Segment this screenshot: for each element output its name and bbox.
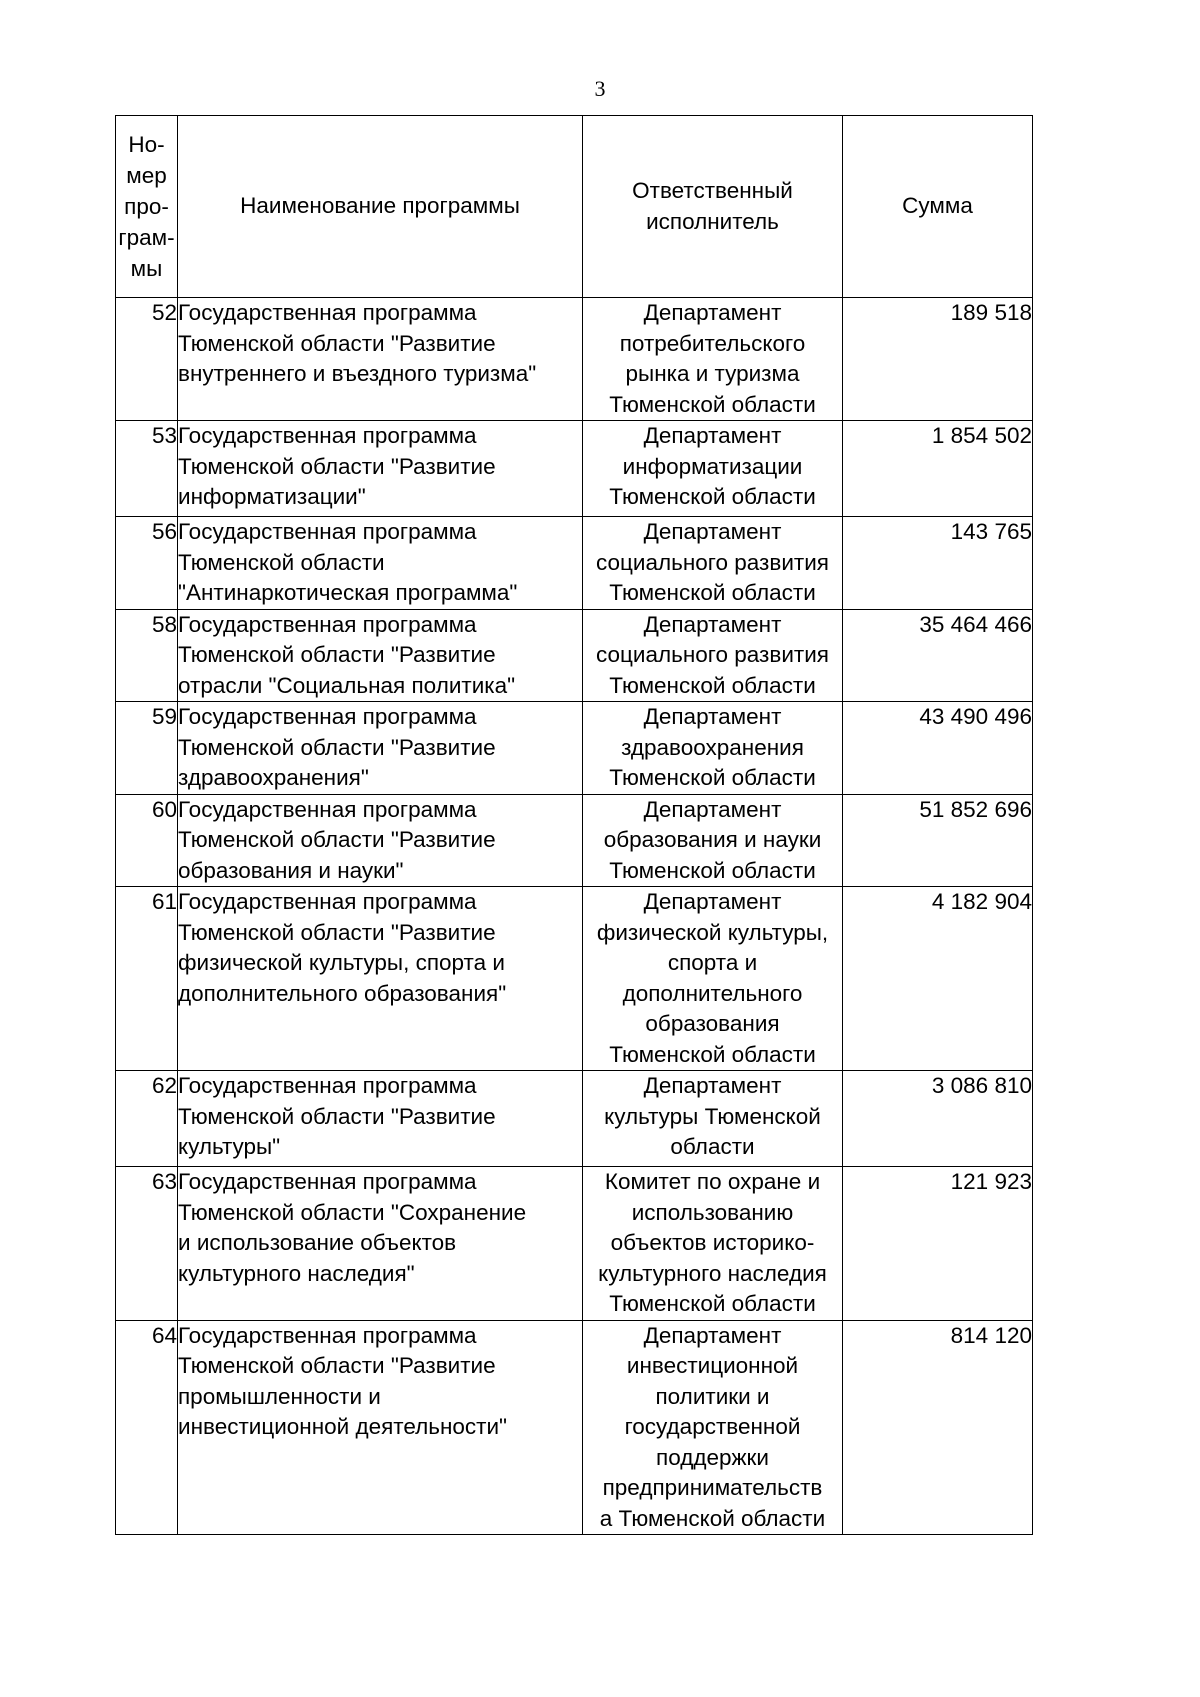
- table-row: [116, 1071, 1033, 1167]
- programs-table: [115, 115, 1033, 1535]
- sum-cell: 1 854 502: [843, 421, 1033, 517]
- executor-cell: Департамент информатизации Тюменской области: [583, 421, 843, 517]
- program-name-cell: Государственная программа Тюменской области "Развитие здравоохранения": [178, 702, 583, 795]
- executor-cell: Комитет по охране и использованию объектов историко- культурного наследия Тюменской области: [583, 1167, 843, 1321]
- table-row: [116, 421, 1033, 517]
- program-number-cell: 64: [116, 1320, 178, 1535]
- header-row: [116, 116, 1033, 298]
- program-name-cell: Государственная программа Тюменской области "Развитие образования и науки": [178, 794, 583, 887]
- executor-cell: Департамент потребительского рынка и туризма Тюменской области: [583, 298, 843, 421]
- executor-cell: Департамент инвестиционной политики и государственной поддержки предпринимательств а Тюменской области: [583, 1320, 843, 1535]
- table-row: [116, 298, 1033, 421]
- program-number-cell: 61: [116, 887, 178, 1071]
- program-name-cell: Государственная программа Тюменской области "Развитие отрасли "Социальная политика": [178, 609, 583, 702]
- table-row: [116, 1320, 1033, 1535]
- sum-cell: 143 765: [843, 517, 1033, 610]
- sum-cell: 43 490 496: [843, 702, 1033, 795]
- program-name-cell: Государственная программа Тюменской области "Развитие информатизации": [178, 421, 583, 517]
- program-name-cell: Государственная программа Тюменской области "Сохранение и использование объектов культурного наследия": [178, 1167, 583, 1321]
- header-program-number: [116, 116, 178, 298]
- table-row: [116, 1167, 1033, 1321]
- program-name-cell: Государственная программа Тюменской области "Развитие физической культуры, спорта и дополнительного образования": [178, 887, 583, 1071]
- executor-cell: Департамент физической культуры, спорта и дополнительного образования Тюменской области: [583, 887, 843, 1071]
- program-number-cell: 58: [116, 609, 178, 702]
- program-number-cell: 56: [116, 517, 178, 610]
- executor-cell: Департамент здравоохранения Тюменской области: [583, 702, 843, 795]
- executor-cell: Департамент социального развития Тюменской области: [583, 609, 843, 702]
- sum-cell: 35 464 466: [843, 609, 1033, 702]
- sum-cell: 3 086 810: [843, 1071, 1033, 1167]
- header-program-number-text: Но- мер про- грам- мы: [118, 132, 175, 281]
- header-executor: [583, 116, 843, 298]
- table-row: [116, 609, 1033, 702]
- header-program-name-text: Наименование программы: [240, 193, 520, 219]
- sum-cell: 814 120: [843, 1320, 1033, 1535]
- program-number-cell: 60: [116, 794, 178, 887]
- sum-cell: 51 852 696: [843, 794, 1033, 887]
- table-row: [116, 702, 1033, 795]
- program-number-cell: 59: [116, 702, 178, 795]
- program-number-cell: 53: [116, 421, 178, 517]
- header-sum-text: Сумма: [902, 193, 973, 219]
- program-number-cell: 62: [116, 1071, 178, 1167]
- sum-cell: 189 518: [843, 298, 1033, 421]
- program-number-cell: 52: [116, 298, 178, 421]
- page-number: 3: [594, 76, 606, 101]
- program-name-cell: Государственная программа Тюменской области "Развитие внутреннего и въездного туризма": [178, 298, 583, 421]
- sum-cell: 121 923: [843, 1167, 1033, 1321]
- program-name-cell: Государственная программа Тюменской области "Развитие промышленности и инвестиционной деятельности": [178, 1320, 583, 1535]
- program-name-cell: Государственная программа Тюменской области "Антинаркотическая программа": [178, 517, 583, 610]
- program-name-cell: Государственная программа Тюменской области "Развитие культуры": [178, 1071, 583, 1167]
- table-body: [116, 298, 1033, 1535]
- table-row: [116, 794, 1033, 887]
- program-number-cell: 63: [116, 1167, 178, 1321]
- header-sum: [843, 116, 1033, 298]
- header-program-name: [178, 116, 583, 298]
- executor-cell: Департамент образования и науки Тюменской области: [583, 794, 843, 887]
- table-row: [116, 517, 1033, 610]
- table-row: [116, 887, 1033, 1071]
- sum-cell: 4 182 904: [843, 887, 1033, 1071]
- header-executor-text: Ответственный исполнитель: [632, 178, 793, 234]
- executor-cell: Департамент социального развития Тюменской области: [583, 517, 843, 610]
- executor-cell: Департамент культуры Тюменской области: [583, 1071, 843, 1167]
